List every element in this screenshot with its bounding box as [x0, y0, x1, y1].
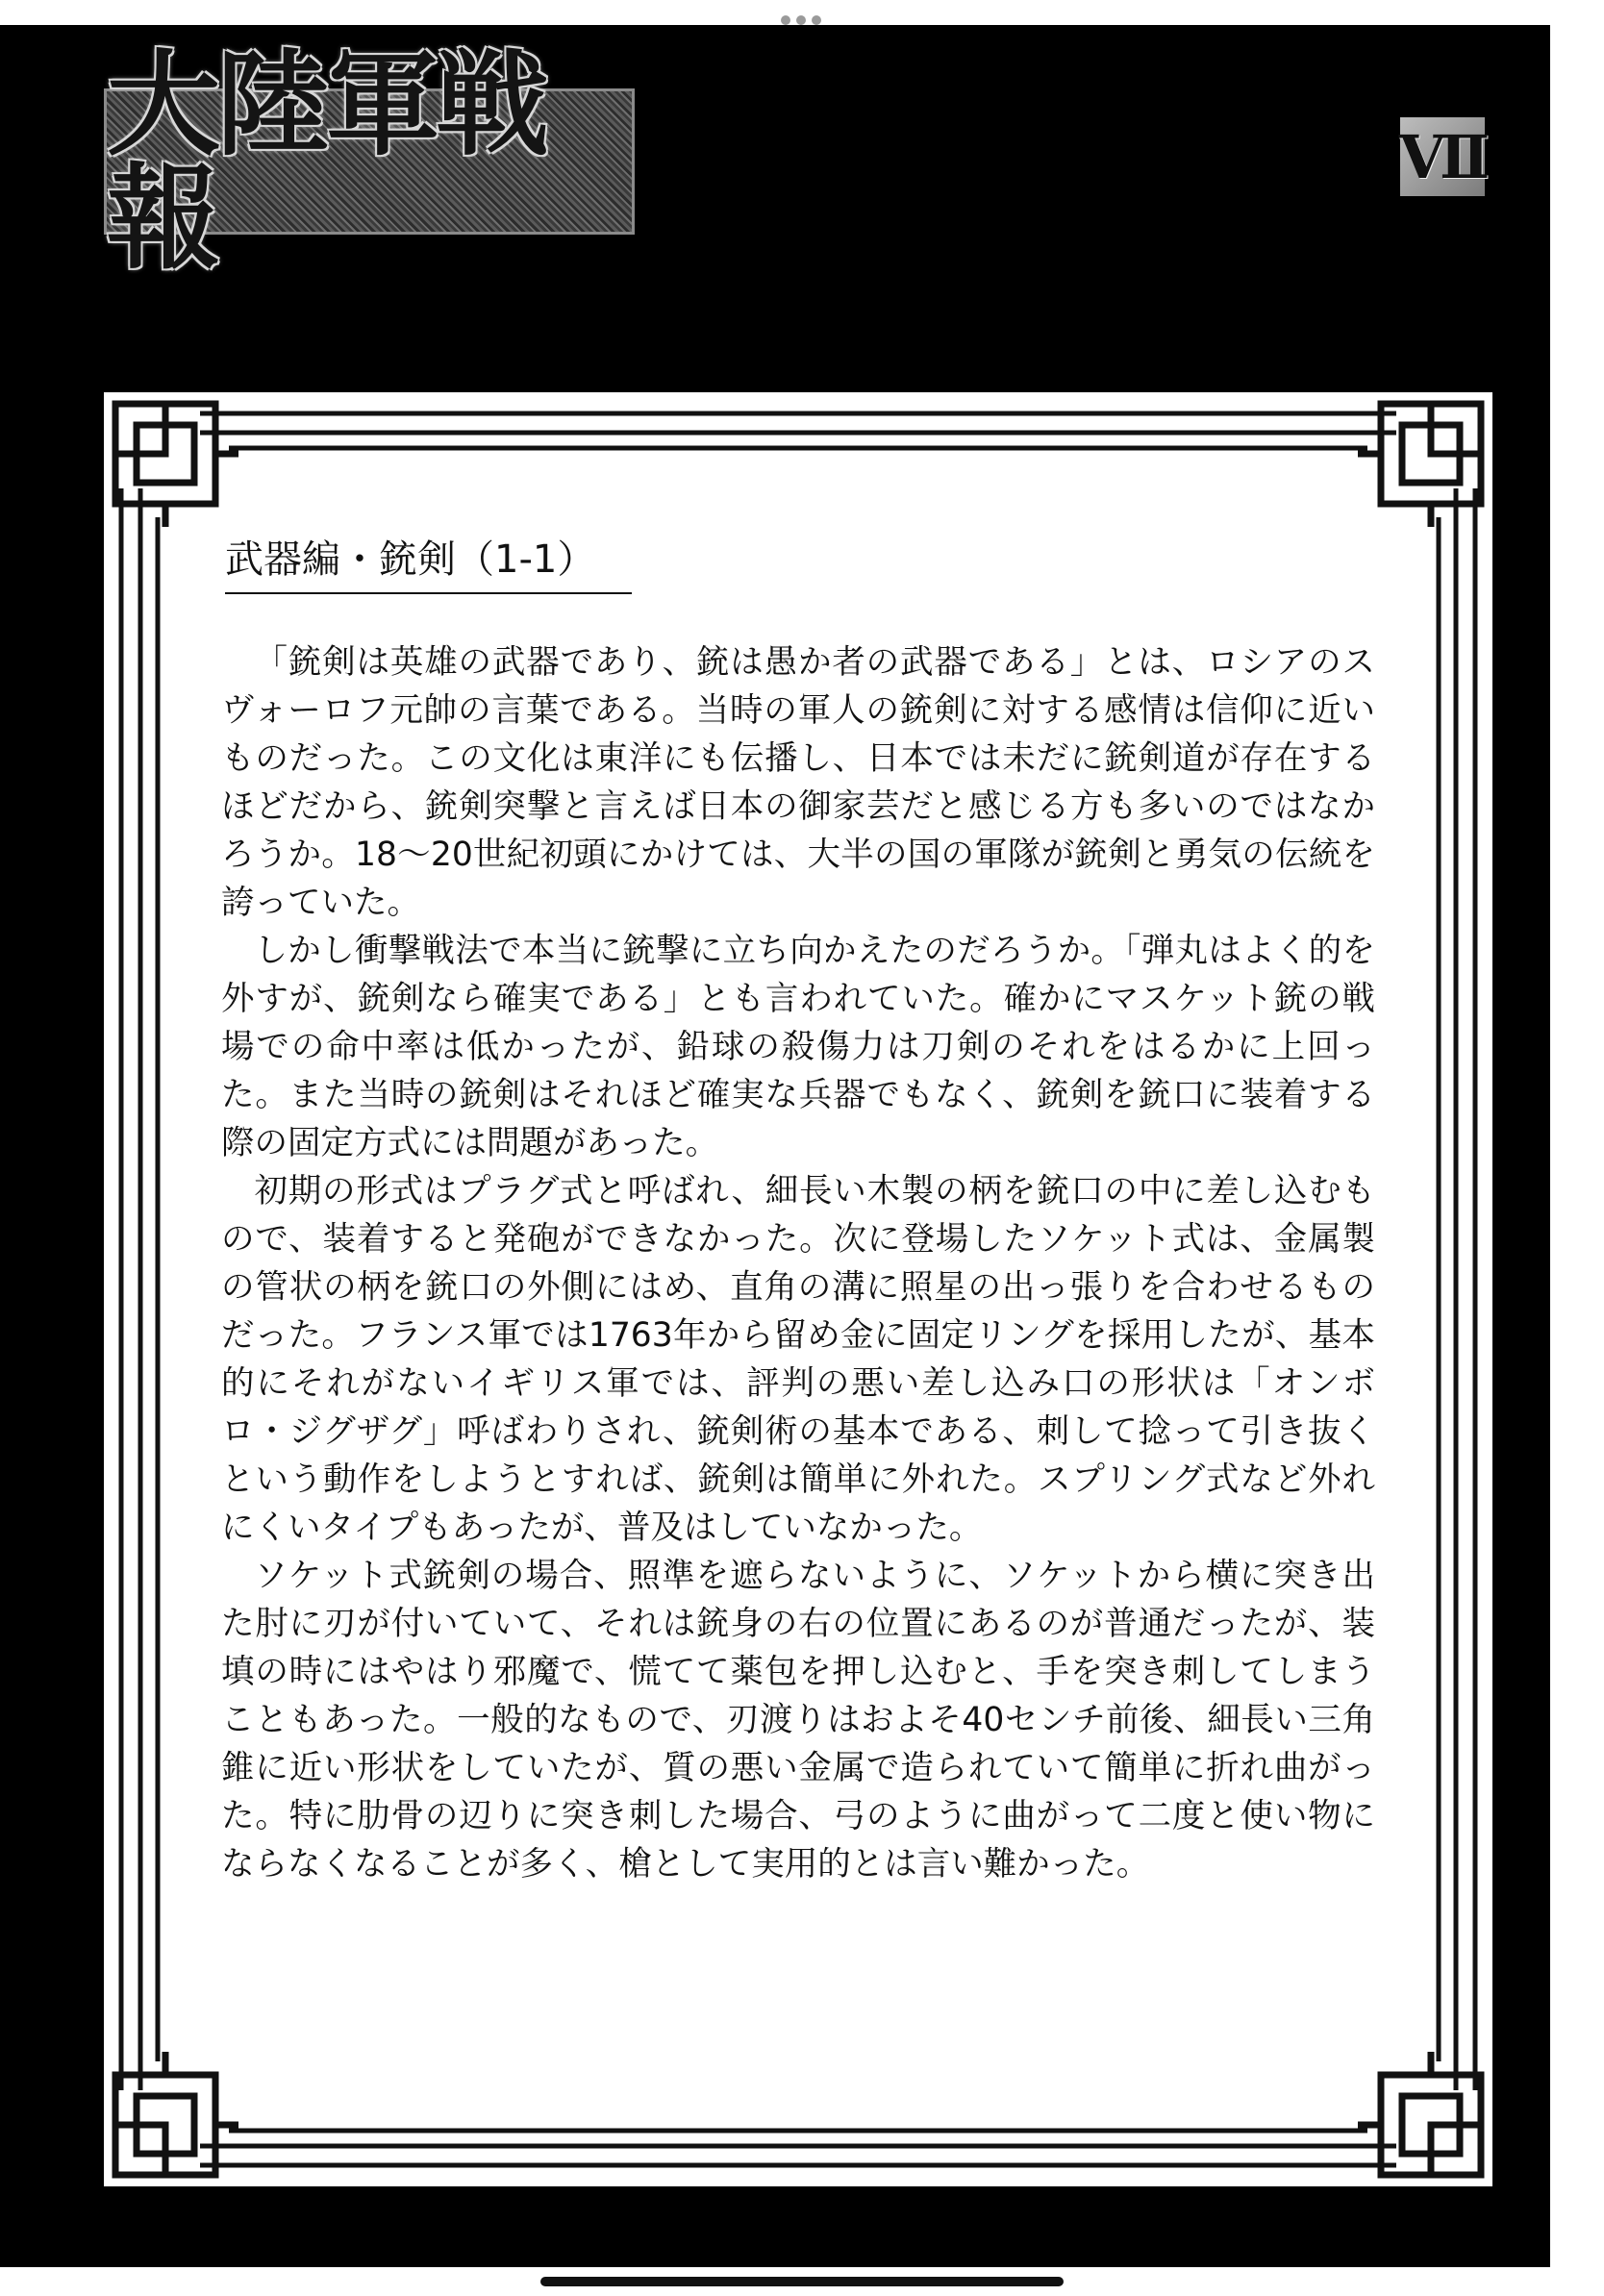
section-heading: 武器編・銃剣（1-1） [225, 533, 632, 594]
page-edge [1550, 25, 1604, 2267]
paragraph-3: 初期の形式はプラグ式と呼ばれ、細長い木製の柄を銃口の中に差し込むもので、装着すると発砲ができなかった。次に登場したソケット式は、金属製の管状の柄を銃口の外側にはめ、直角の溝に照星の出っ張りを合わせるものだった。フランス軍では1763年から留め金に固定リングを採用したが、基本的にそれがないイギリス軍では、評判の悪い差し込み口の形状は「オンボロ・ジグザグ」呼ばわりされ、銃剣術の基本である、刺して捻って引き抜くという動作をしようとすれば、銃剣は簡単に外れた。スプリング式など外れにくいタイプもあったが、普及はしていなかった。 [221, 1172, 1375, 1547]
paragraph-4: ソケット式銃剣の場合、照準を遮らないように、ソケットから横に突き出た肘に刃が付いていて、それは銃身の右の位置にあるのが普通だったが、装填の時にはやはり邪魔で、慌てて薬包を押し込むと、手を突き刺してしまうこともあった。一般的なもので、刃渡りはおよそ40センチ前後、細長い三角錐に近い形状をしていたが、質の悪い金属で造られていて簡単に折れ曲がった。特に肋骨の辺りに突き刺した場合、弓のように曲がって二度と使い物にならなくなることが多く、槍として実用的とは言い難かった。 [221, 1557, 1375, 1884]
paragraph-2: しかし衝撃戦法で本当に銃撃に立ち向かえたのだろうか。「弾丸はよく的を外すが、銃剣なら確実である」とも言われていた。確かにマスケット銃の戦場での命中率は低かったが、鉛球の殺傷力は刀剣のそれをはるかに上回った。また当時の銃剣はそれほど確実な兵器でもなく、銃剣を銃口に装着する際の固定方式には問題があった。 [221, 932, 1375, 1162]
title-plate [104, 38, 635, 285]
paragraph-1: 「銃剣は英雄の武器であり、銃は愚か者の武器である」とは、ロシアのスヴォーロフ元帥の言葉である。当時の軍人の銃剣に対する感情は信仰に近いものだった。この文化は東洋にも伝播し、日本では未だに銃剣道が存在するほどだから、銃剣突撃と言えば日本の御家芸だと感じる方も多いのではなかろうか。18〜20世紀初頭にかけては、大半の国の軍隊が銃剣と勇気の伝統を誇っていた。 [221, 643, 1375, 922]
chapter-badge [1400, 117, 1485, 196]
page-title: 大陸軍戦報 [107, 38, 546, 285]
pull-handle[interactable] [781, 15, 825, 25]
article-body [221, 638, 1375, 1888]
chapter-number: Ⅶ [1398, 121, 1487, 192]
home-indicator[interactable] [540, 2277, 1064, 2286]
